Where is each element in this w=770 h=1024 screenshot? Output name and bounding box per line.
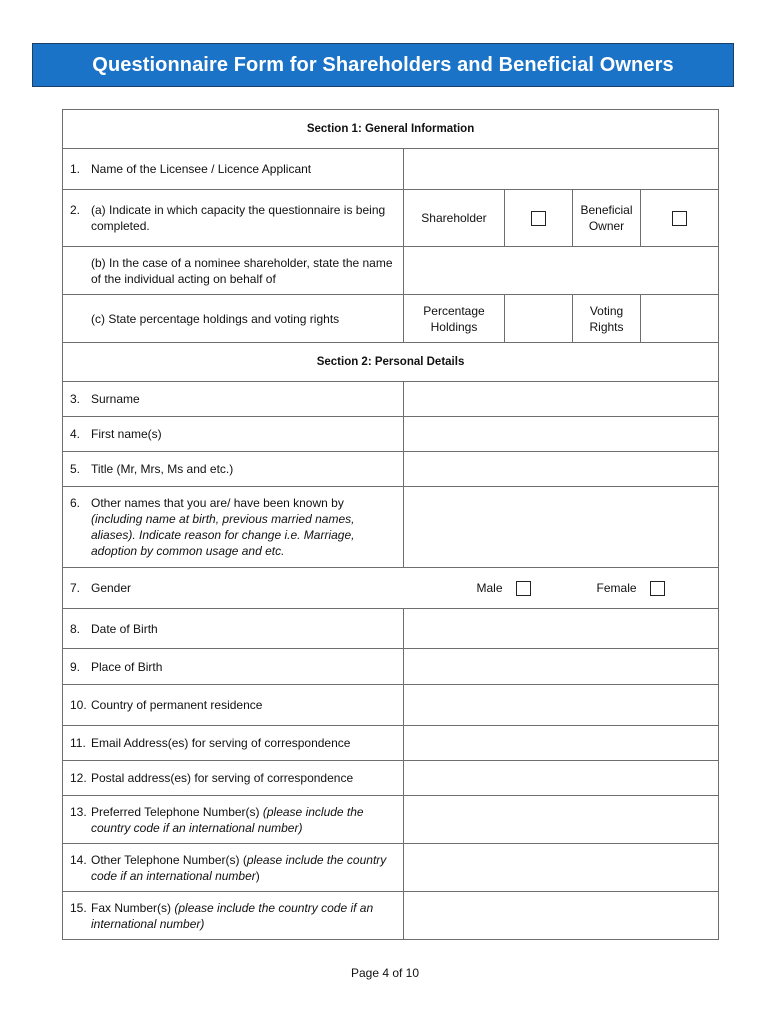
first-names-field[interactable] [404,417,719,452]
question-text: Gender [91,581,132,595]
female-label: Female [596,581,637,595]
form-title: Questionnaire Form for Shareholders and Beneficial Owners [92,53,674,76]
section-1-title: Section 1: General Information [63,110,719,149]
question-9-row [63,649,719,685]
question-2b-row [63,247,719,295]
question-text: Email Address(es) for serving of correspondence [91,736,351,750]
question-2b-label: (b) In the case of a nominee shareholder, state the name of the individual acting on behalf of [63,247,404,295]
beneficial-owner-checkbox[interactable] [672,211,687,226]
page-number: Page 4 of 10 [350,966,420,980]
question-text: Other Telephone Number(s) ( [91,852,247,867]
question-number: 7. [70,581,81,595]
question-5-row [63,452,719,487]
form-header [32,43,734,87]
question-text: Surname [91,392,140,406]
female-checkbox[interactable] [650,581,665,596]
place-of-birth-field[interactable] [404,649,719,685]
preferred-telephone-field[interactable] [404,796,719,844]
voting-rights-label: Voting Rights [573,295,641,343]
question-11-row [63,726,719,761]
question-10-row [63,685,719,726]
question-note: (including name at birth, previous married names, aliases). Indicate reason for change i.e. Marriage, adoption by common usage and etc. [91,512,355,558]
percentage-holdings-label: Percentage Holdings [404,295,505,343]
shareholder-checkbox-cell [505,190,573,247]
question-1-label [63,149,404,190]
question-note: (please include the country code if an international number) [91,804,364,835]
question-text: Other names that you are/ have been known by [91,496,344,510]
question-text: Preferred Telephone Number(s) [91,804,260,819]
question-3-row [63,382,719,417]
male-label: Male [476,581,503,595]
question-2c-row [63,295,719,343]
question-text: Date of Birth [91,621,158,636]
other-telephone-field[interactable] [404,844,719,892]
shareholder-checkbox[interactable] [531,211,546,226]
male-checkbox[interactable] [516,581,531,596]
question-7-row [63,568,719,609]
question-text-close: ) [255,868,260,883]
question-number: 10. [70,698,87,712]
surname-field[interactable] [404,382,719,417]
question-2a-row [63,190,719,247]
question-text: (a) Indicate in which capacity the questionnaire is being completed. [91,203,386,233]
beneficial-owner-checkbox-cell [641,190,719,247]
question-number: 11. [70,736,86,750]
question-number: 3. [70,392,81,406]
question-12-row [63,761,719,796]
other-names-field[interactable] [404,487,719,568]
question-text: Title (Mr, Mrs, Ms and etc.) [91,462,234,476]
beneficial-owner-label: Beneficial Owner [573,190,641,247]
question-number: 8. [70,621,81,636]
date-of-birth-field[interactable] [404,609,719,649]
country-of-residence-field[interactable] [404,685,719,726]
question-text: Fax Number(s) [91,900,172,915]
question-number: 12. [70,771,87,785]
postal-address-field[interactable] [404,761,719,796]
question-number: 6. [70,496,81,510]
question-15-row [63,892,719,940]
question-text: Name of the Licensee / Licence Applicant [91,162,312,176]
question-number: 2. [70,203,81,217]
question-6-row [63,487,719,568]
question-2c-label: (c) State percentage holdings and voting rights [63,295,404,343]
shareholder-label: Shareholder [404,190,505,247]
question-text: First name(s) [91,427,162,441]
question-2a-label [63,190,404,247]
question-text: Country of permanent residence [91,698,263,712]
question-1-row [63,149,719,190]
fax-number-field[interactable] [404,892,719,940]
gender-options [404,568,719,609]
question-text: Postal address(es) for serving of correspondence [91,771,354,785]
voting-rights-field[interactable] [641,295,719,343]
nominee-individual-field[interactable] [404,247,719,295]
question-number: 13. [70,804,87,819]
section-1-header-row [63,110,719,149]
questionnaire-table [62,109,719,940]
question-4-row [63,417,719,452]
percentage-holdings-field[interactable] [505,295,573,343]
question-text: Place of Birth [91,659,163,674]
section-2-header-row [63,343,719,382]
title-field[interactable] [404,452,719,487]
section-2-title: Section 2: Personal Details [63,343,719,382]
question-number: 4. [70,427,81,441]
question-number: 15. [70,900,87,915]
question-number: 5. [70,462,81,476]
question-number: 14. [70,852,87,867]
question-14-row [63,844,719,892]
question-number: 1. [70,162,81,176]
question-8-row [63,609,719,649]
question-number: 9. [70,659,81,674]
question-13-row [63,796,719,844]
question-note: please include the country code if an international number [91,852,387,883]
question-note: (please include the country code if an international number) [91,900,374,931]
email-address-field[interactable] [404,726,719,761]
licensee-name-field[interactable] [404,149,719,190]
